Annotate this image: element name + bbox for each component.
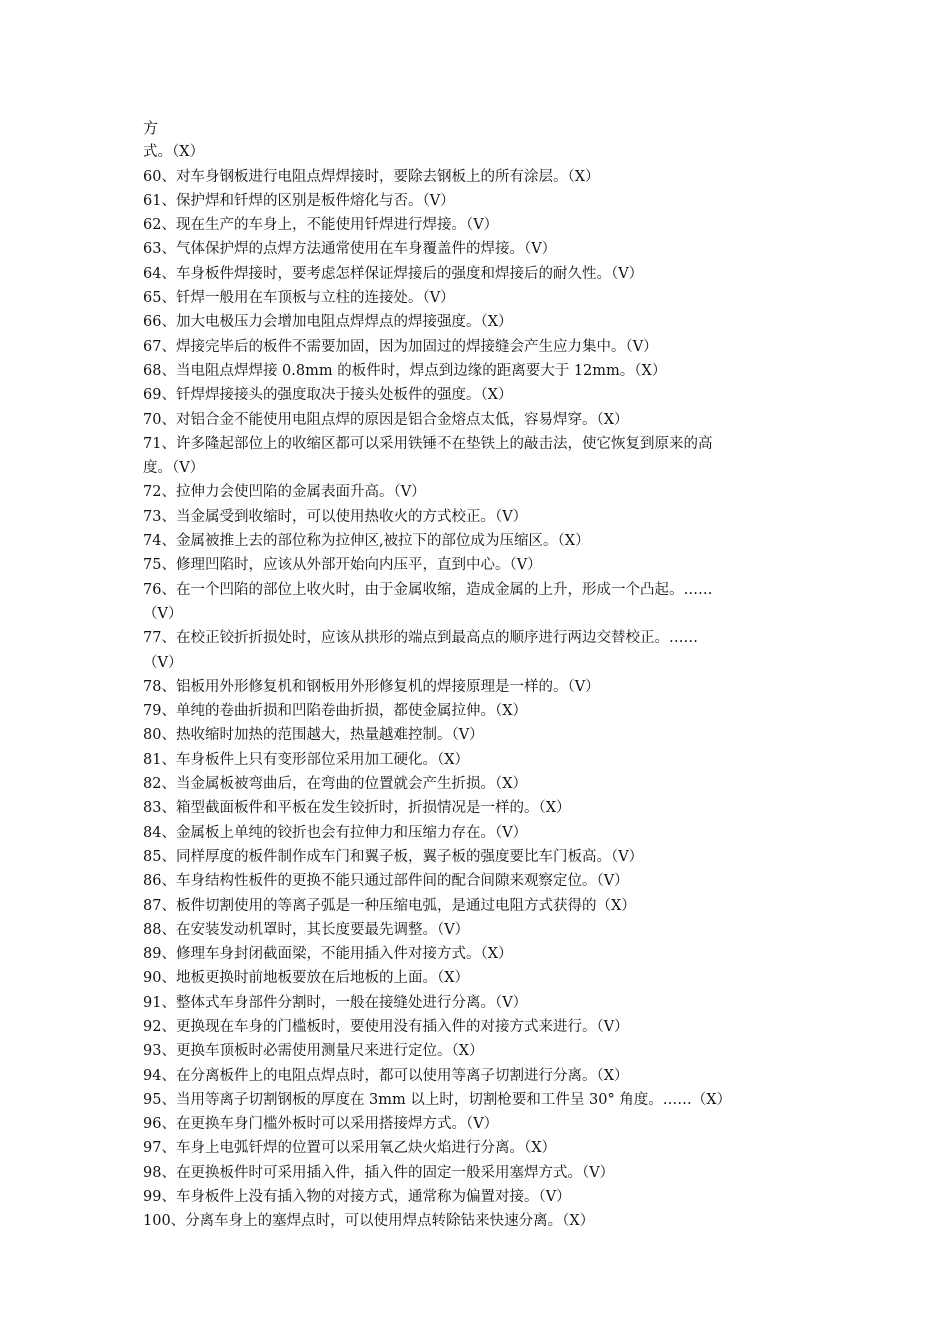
question-88: 88、在安装发动机罩时，其长度要最先调整。（V） bbox=[143, 921, 470, 938]
question-62: 62、现在生产的车身上，不能使用钎焊进行焊接。（V） bbox=[143, 217, 499, 234]
question-65: 65、钎焊一般用在车顶板与立柱的连接处。（V） bbox=[143, 290, 455, 307]
question-61: 61、保护焊和钎焊的区别是板件熔化与否。（V） bbox=[143, 192, 455, 209]
question-89: 89、修理车身封闭截面梁，不能用插入件对接方式。（X） bbox=[143, 946, 513, 963]
question-92: 92、更换现在车身的门槛板时，要使用没有插入件的对接方式来进行。（V） bbox=[143, 1018, 629, 1035]
document-page bbox=[143, 116, 815, 1234]
question-78: 78、铝板用外形修复机和钢板用外形修复机的焊接原理是一样的。（V） bbox=[143, 678, 600, 695]
question-81: 81、车身板件上只有变形部位采用加工硬化。（X） bbox=[143, 751, 470, 768]
question-99: 99、车身板件上没有插入物的对接方式，通常称为偏置对接。（V） bbox=[143, 1189, 571, 1206]
question-74: 74、金属被推上去的部位称为拉伸区,被拉下的部位成为压缩区。（X） bbox=[143, 533, 590, 550]
question-73: 73、当金属受到收缩时，可以使用热收火的方式校正。（V） bbox=[143, 508, 528, 525]
question-72: 72、拉伸力会使凹陷的金属表面升高。（V） bbox=[143, 484, 426, 501]
question-69: 69、钎焊焊接接头的强度取决于接头处板件的强度。（X） bbox=[143, 387, 513, 404]
question-64: 64、车身板件焊接时，要考虑怎样保证焊接后的强度和焊接后的耐久性。（V） bbox=[143, 265, 644, 282]
question-86: 86、车身结构性板件的更换不能只通过部件间的配合间隙来观察定位。（V） bbox=[143, 873, 629, 890]
question-77-continuation: （V） bbox=[143, 654, 183, 671]
question-80: 80、热收缩时加热的范围越大，热量越难控制。（V） bbox=[143, 727, 484, 744]
question-76: 76、在一个凹陷的部位上收火时，由于金属收缩，造成金属的上升，形成一个凸起。…… bbox=[143, 581, 713, 598]
question-70: 70、对铝合金不能使用电阻点焊的原因是铝合金熔点太低，容易焊穿。（X） bbox=[143, 411, 629, 428]
question-90: 90、地板更换时前地板要放在后地板的上面。（X） bbox=[143, 970, 470, 987]
question-97: 97、车身上电弧钎焊的位置可以采用氧乙炔火焰进行分离。（X） bbox=[143, 1140, 557, 1157]
question-95: 95、当用等离子切割钢板的厚度在 3mm 以上时，切割枪要和工件呈 30° 角度。……（X） bbox=[143, 1091, 732, 1108]
question-71: 71、许多隆起部位上的收缩区都可以采用铁锤不在垫铁上的敲击法，使它恢复到原来的高 bbox=[143, 435, 713, 452]
question-67: 67、焊接完毕后的板件不需要加固，因为加固过的焊接缝会产生应力集中。（V） bbox=[143, 338, 658, 355]
question-75: 75、修理凹陷时，应该从外部开始向内压平，直到中心。（V） bbox=[143, 557, 542, 574]
question-63: 63、气体保护焊的点焊方法通常使用在车身覆盖件的焊接。（V） bbox=[143, 241, 557, 258]
question-83: 83、箱型截面板件和平板在发生铰折时，折损情况是一样的。（X） bbox=[143, 800, 571, 817]
text-line: 方 bbox=[143, 119, 159, 137]
question-94: 94、在分离板件上的电阻点焊点时，都可以使用等离子切割进行分离。（X） bbox=[143, 1067, 629, 1084]
question-60: 60、对车身钢板进行电阻点焊焊接时，要除去钢板上的所有涂层。（X） bbox=[143, 168, 600, 185]
question-96: 96、在更换车身门槛外板时可以采用搭接焊方式。（V） bbox=[143, 1116, 499, 1133]
question-98: 98、在更换板件时可采用插入件，插入件的固定一般采用塞焊方式。（V） bbox=[143, 1164, 615, 1181]
question-66: 66、加大电极压力会增加电阻点焊焊点的焊接强度。（X） bbox=[143, 314, 513, 331]
question-71-continuation: 度。（V） bbox=[143, 460, 205, 477]
question-100: 100、分离车身上的塞焊点时，可以使用焊点转除钻来快速分离。（X） bbox=[143, 1213, 595, 1230]
question-84: 84、金属板上单纯的铰折也会有拉伸力和压缩力存在。（V） bbox=[143, 824, 528, 841]
question-91: 91、整体式车身部件分割时，一般在接缝处进行分离。（V） bbox=[143, 994, 528, 1011]
question-93: 93、更换车顶板时必需使用测量尺来进行定位。（X） bbox=[143, 1043, 484, 1060]
question-79: 79、单纯的卷曲折损和凹陷卷曲折损，都使金属拉伸。（X） bbox=[143, 703, 528, 720]
question-76-continuation: （V） bbox=[143, 605, 183, 622]
text-line: 式。（X） bbox=[143, 144, 205, 161]
question-77: 77、在校正铰折折损处时，应该从拱形的端点到最高点的顺序进行两边交替校正。…… bbox=[143, 630, 698, 647]
question-68: 68、当电阻点焊焊接 0.8mm 的板件时，焊点到边缘的距离要大于 12mm。（X） bbox=[143, 362, 667, 379]
question-82: 82、当金属板被弯曲后，在弯曲的位置就会产生折损。（X） bbox=[143, 776, 528, 793]
question-87: 87、板件切割使用的等离子弧是一种压缩电弧，是通过电阻方式获得的（X） bbox=[143, 897, 636, 914]
question-85: 85、同样厚度的板件制作成车门和翼子板，翼子板的强度要比车门板高。（V） bbox=[143, 848, 644, 865]
